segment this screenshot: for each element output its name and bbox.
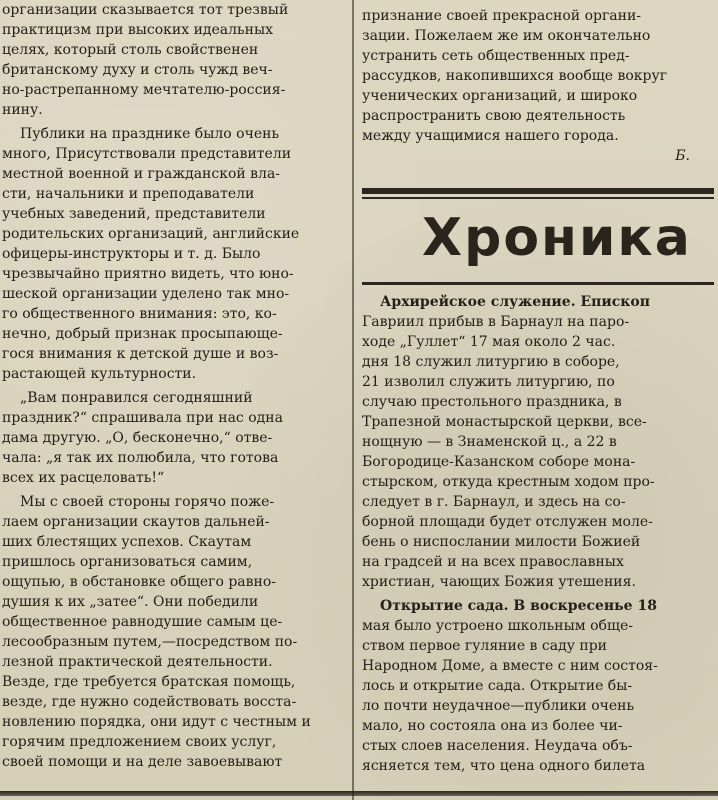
- text-line: офицеры-инструкторы и т. д. Было: [2, 246, 261, 262]
- text-line: чала: „я так их полюбила, что готова: [2, 450, 279, 466]
- text-line: целях, который столь свойственен: [2, 42, 259, 58]
- text-line: „Вам понравился сегодняшний: [20, 390, 253, 406]
- text-line: практицизм при высоких идеальных: [2, 22, 274, 38]
- text-line: го общественного внимания: это, ко-: [2, 306, 277, 322]
- text-line: Гавриил прибыв в Барнаул на паро-: [362, 314, 630, 330]
- text-line: борной площади будет отслужен моле-: [362, 514, 653, 530]
- text-line: чрезвычайно приятно видеть, что юно-: [2, 266, 294, 282]
- text-line: Публики на празднике было очень: [20, 126, 280, 142]
- column-divider: [352, 0, 354, 800]
- text-line: распространить свою деятельность: [362, 108, 626, 124]
- text-line: зации. Пожелаем же им окончательно: [362, 28, 651, 44]
- text-line: британскому духу и столь чужд веч-: [2, 62, 273, 78]
- text-line: лезной практической деятельности.: [2, 654, 273, 670]
- text-line: Трапезной монастырской церкви, все-: [362, 414, 647, 430]
- header-rule-bottom: [362, 282, 714, 285]
- text-line: мая было устроено школьным обще-: [362, 618, 633, 634]
- text-line: христиан, чающих Божия утешения.: [362, 574, 636, 590]
- text-line: стырском, откуда крестным ходом про-: [362, 474, 655, 490]
- text-line: ученических организаций, и широко: [362, 88, 638, 104]
- text-line: рассудков, накопившихся вообще вокруг: [362, 68, 668, 84]
- text-line: лаем организации скаутов дальней-: [2, 514, 270, 530]
- text-line: ходе „Гуллет“ 17 мая около 2 час.: [362, 334, 616, 350]
- text-line: ясняется тем, что цена одного билета: [362, 758, 646, 774]
- text-line: мало, но состояла она из более чи-: [362, 718, 623, 734]
- text-line: Архирейское служение. Епископ: [380, 294, 650, 310]
- text-line: следует в г. Барнаул, и здесь на со-: [362, 494, 626, 510]
- text-line: ощупью, в обстановке общего равно-: [2, 574, 277, 590]
- text-line: везде, где нужно содействовать восста-: [2, 694, 297, 710]
- chronicle-body: [362, 292, 716, 776]
- text-line: Мы с своей стороны горячо поже-: [20, 494, 275, 510]
- text-line: нину.: [2, 102, 43, 118]
- text-line: шеской организации уделено так мно-: [2, 286, 290, 302]
- text-line: своей помощи и на деле завоевывают: [2, 754, 283, 770]
- text-line: горячим предложением своих услуг,: [2, 734, 277, 750]
- signature: Б.: [675, 148, 690, 164]
- text-line: пришлось организоваться самим,: [2, 554, 253, 570]
- text-line: общественное равнодушие самым це-: [2, 614, 283, 630]
- text-line: местной военной и гражданской вла-: [2, 166, 281, 182]
- text-line: гося внимания к детской душе и воз-: [2, 346, 279, 362]
- text-line: лесообразным путем,—посредством по-: [2, 634, 298, 650]
- text-line: новлению порядка, они идут с честным и: [2, 714, 311, 730]
- text-line: Везде, где требуется братская помощь,: [2, 674, 296, 690]
- section-title: Хроника: [422, 208, 692, 268]
- article-ending: [362, 6, 716, 166]
- text-line: Народном Доме, а вместе с ним состоя-: [362, 658, 658, 674]
- text-line: ло почти неудачное—публики очень: [362, 698, 635, 714]
- text-line: ших блестящих успехов. Скаутам: [2, 534, 252, 550]
- right-column: [362, 0, 716, 790]
- text-line: всех их расцеловать!“: [2, 470, 165, 486]
- text-line: дама другую. „О, бесконечно,“ отве-: [2, 430, 273, 446]
- text-line: родительских организаций, английские: [2, 226, 300, 242]
- text-line: устранить сеть общественных пред-: [362, 48, 630, 64]
- text-line: на градсей и на всех православных: [362, 554, 624, 570]
- text-line: нечно, добрый признак просыпающе-: [2, 326, 283, 342]
- text-line: бень о ниспослании милости Божией: [362, 534, 641, 550]
- text-line: праздник?“ спрашивала при нас одна: [2, 410, 283, 426]
- text-line: 21 изволил служить литургию, по: [362, 374, 615, 390]
- left-column: [2, 0, 346, 790]
- text-line: сти, начальники и преподаватели: [2, 186, 255, 202]
- text-line: ством первое гуляние в саду при: [362, 638, 608, 654]
- text-line: лось и открытие сада. Открытие бы-: [362, 678, 633, 694]
- text-line: случаю престольного праздника, в: [362, 394, 622, 410]
- text-line: между учащимися нашего города.: [362, 128, 619, 144]
- text-line: организации сказывается тот трезвый: [2, 2, 289, 18]
- text-line: учебных заведений, представители: [2, 206, 266, 222]
- text-line: дня 18 служил литургию в соборе,: [362, 354, 620, 370]
- text-line: но-растрепанному мечтателю-россия-: [2, 82, 286, 98]
- text-line: душия к их „затее“. Они победили: [2, 594, 259, 610]
- text-line: нощную — в Знаменской ц., а 22 в: [362, 434, 617, 450]
- text-line: признание своей прекрасной органи-: [362, 8, 642, 24]
- header-rule-thin: [362, 197, 714, 199]
- text-line: много, Присутствовали представители: [2, 146, 292, 162]
- text-line: Богородице-Казанском соборе мона-: [362, 454, 636, 470]
- bottom-rule: [0, 791, 718, 796]
- header-rule-top: [362, 188, 714, 194]
- text-line: растающей культурности.: [2, 366, 197, 382]
- section-header: [362, 188, 716, 292]
- text-line: Открытие сада. В воскресенье 18: [380, 598, 657, 614]
- text-line: стых слоев населения. Неудача объ-: [362, 738, 633, 754]
